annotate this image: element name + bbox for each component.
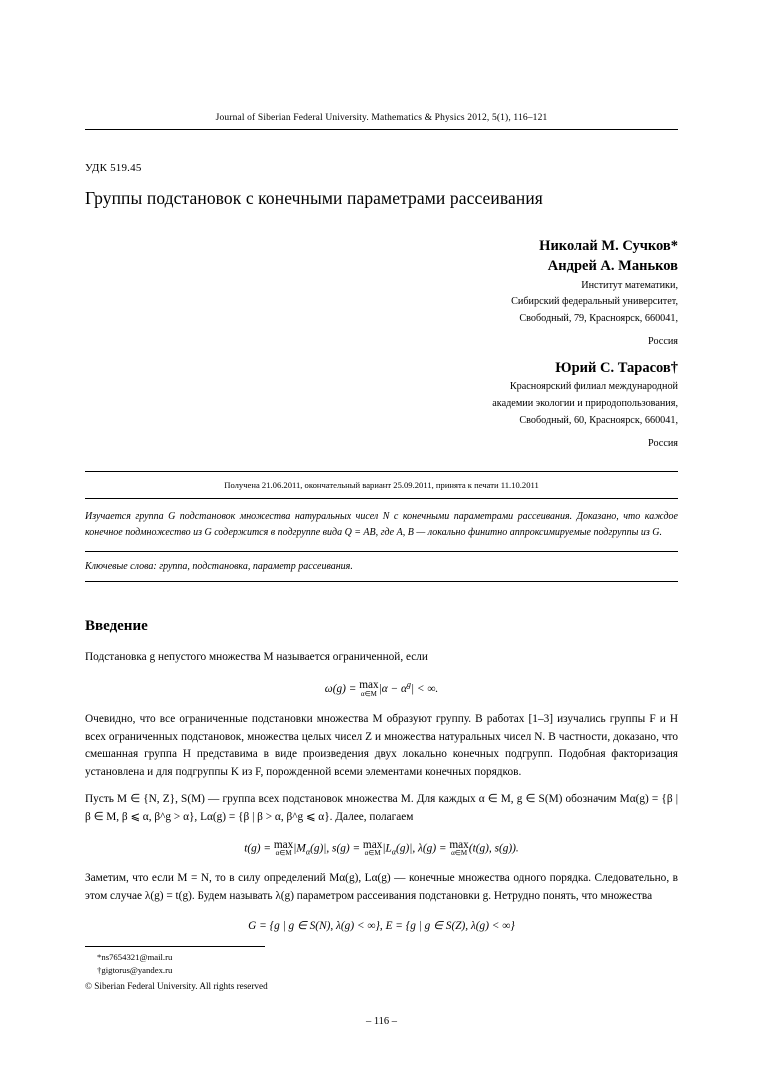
section-heading-introduction: Введение bbox=[85, 618, 148, 635]
author-name-3: Юрий С. Тарасов† bbox=[555, 359, 678, 376]
affiliation-1-line-3: Свободный, 79, Красноярск, 660041, bbox=[519, 313, 678, 325]
affiliation-1-country: Россия bbox=[648, 335, 678, 347]
equation-1: ω(g) = max α∈M $|\alpha - \alpha^g|$ < ∞. bbox=[324, 679, 439, 698]
abstract-divider-top bbox=[85, 498, 678, 499]
author-name-1: Николай М. Сучков* bbox=[539, 238, 678, 255]
footnote-divider bbox=[85, 946, 265, 947]
page-number: – 116 – bbox=[365, 1015, 398, 1027]
affiliation-2-line-3: Свободный, 60, Красноярск, 660041, bbox=[519, 414, 678, 426]
received-dates: Получена 21.06.2011, окончательный вариант 25.09.2011, принята к печати 11.10.2011 bbox=[224, 479, 539, 490]
equation-2: t(g) = max α∈M $|M_\alpha(g)|$, s(g) = max α∈M $|L_\alpha(g)|$, λ(g) = max α∈M (t(g), s(g)). bbox=[244, 838, 519, 858]
paragraph-4: Заметим, что если M = N, то в силу определений Mα(g), Lα(g) — конечные множества одного порядка. Следовательно, в этом случае λ(g) = t(g). Будем называть λ(g) параметром рассеивания подстановки g. Нетрудно понять, что множества bbox=[85, 872, 678, 902]
footnote-2: †gigtorus@yandex.ru bbox=[97, 964, 173, 975]
udk-code: УДК 519.45 bbox=[85, 162, 142, 174]
authors-block bbox=[85, 237, 678, 448]
author-name-2: Андрей А. Маньков bbox=[547, 257, 678, 274]
affiliation-1-line-2: Сибирский федеральный университет, bbox=[511, 296, 678, 308]
authors-spacer bbox=[85, 347, 678, 359]
paragraph-2: Очевидно, что все ограниченные подстановки множества M образуют группу. В работах [1–3] изучались группы F и H всех ограниченных подстановок, множества целых чисел Z и множества натуральных чисел N. В частности, доказано, что смешанная группа H представима в виде произведения двух локально конечных подгрупп. Подобная факторизация установлена и для подгруппы K из F, порожденной всеми элементами конечных порядков. bbox=[85, 712, 678, 779]
affiliation-2-country: Россия bbox=[648, 437, 678, 449]
affiliation-2-line-2: академии экологии и природопользования, bbox=[492, 398, 678, 410]
header-divider bbox=[85, 129, 678, 130]
footnote-1: *ns7654321@mail.ru bbox=[97, 951, 173, 962]
paragraph-1: Подстановка g непустого множества M называется ограниченной, если bbox=[85, 651, 428, 664]
abstract-text: Изучается группа G подстановок множества натуральных чисел N с конечными параметрами рассеивания. Доказано, что каждое конечное подмножество из G содержится в подгруппе вида Q = AB, где A, B — локально финитно аппроксимируемые подгруппы из G. bbox=[85, 510, 678, 538]
copyright-line: © Siberian Federal University. All rights reserved bbox=[85, 980, 268, 991]
journal-header: Journal of Siberian Federal University. Mathematics & Physics 2012, 5(1), 116–121 bbox=[215, 113, 548, 123]
paragraph-3: Пусть M ∈ {N, Z}, S(M) — группа всех подстановок множества M. Для каждых α ∈ M, g ∈ S(M) обозначим Mα(g) = {β | β ∈ M, β ⩽ α, β^g > α}, Lα(g) = {β | β > α, β^g ⩽ α}. Далее, полагаем bbox=[85, 793, 678, 823]
affiliation-2-line-1: Красноярский филиал международной bbox=[509, 381, 678, 393]
page-title: Группы подстановок с конечными параметрами рассеивания bbox=[85, 188, 543, 208]
affiliation-1-line-1: Институт математики, bbox=[581, 279, 678, 291]
keywords-divider-top bbox=[85, 551, 678, 552]
equation-3: G = {g | g ∈ S(N), λ(g) < ∞}, E = {g | g ∈ S(Z), λ(g) < ∞} bbox=[248, 919, 515, 932]
keywords-divider-bottom bbox=[85, 581, 678, 582]
keywords-text: Ключевые слова: группа, подстановка, параметр рассеивания. bbox=[85, 561, 353, 573]
received-divider-top bbox=[85, 471, 678, 472]
